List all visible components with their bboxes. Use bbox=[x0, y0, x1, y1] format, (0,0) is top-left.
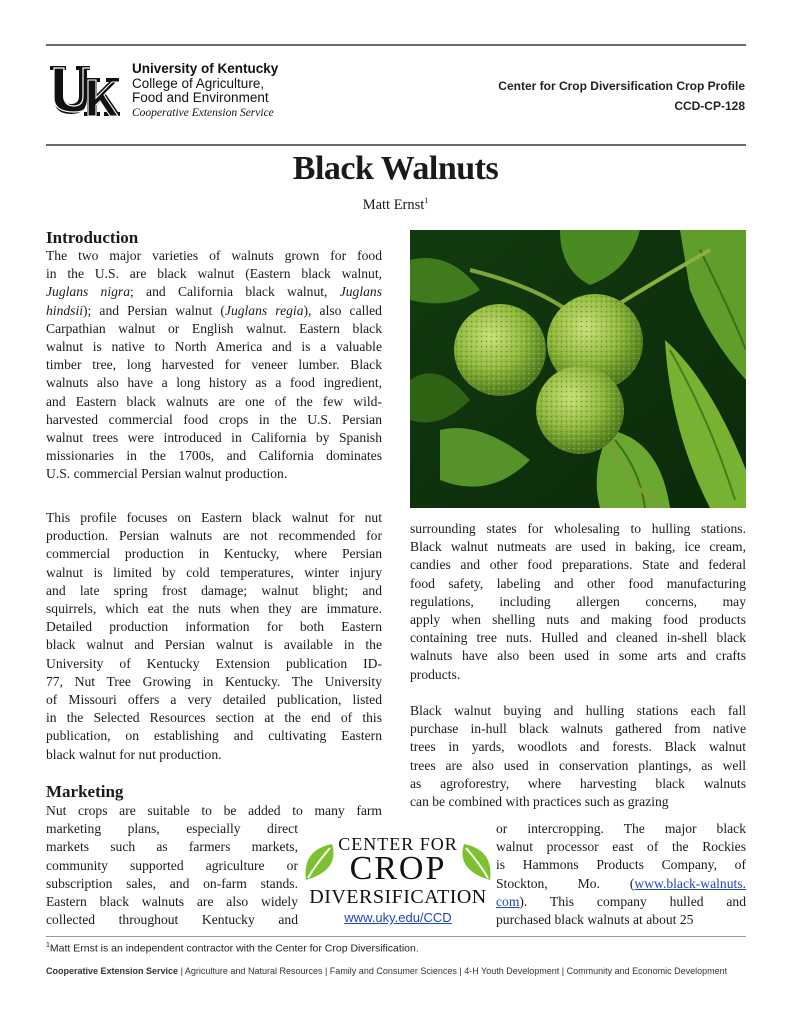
text-line: regulations, including allergen concerns, may bbox=[410, 593, 746, 609]
header-rule bbox=[46, 144, 746, 146]
text-line: Nut crops are suitable to be added to many farm bbox=[46, 803, 382, 818]
text-line: is Hammons Products Company, of bbox=[496, 857, 746, 873]
footnote bbox=[46, 942, 419, 955]
text-line: The two major varieties of walnuts grown for food bbox=[46, 248, 382, 263]
black-walnut-photo bbox=[410, 230, 746, 508]
profile-header bbox=[498, 76, 745, 116]
inline-link[interactable]: com bbox=[496, 893, 520, 909]
text-line: walnut is limited by cold temperatures, winter injury bbox=[46, 564, 382, 580]
text-line: can be combined with practices such as grazing bbox=[410, 794, 669, 810]
text-line: walnut is native to North America and is a valuable bbox=[46, 339, 382, 355]
org-line-college: College of Agriculture, bbox=[132, 75, 265, 91]
text-line: University of Kentucky Extension publication ID- bbox=[46, 655, 382, 671]
text-segment: Stockton, Mo. ( bbox=[496, 875, 635, 891]
text-line: walnuts also have a long history as a food ingredient, bbox=[46, 375, 382, 391]
org-name-block bbox=[132, 62, 278, 120]
text-line: in the Selected Resources section at the end of this bbox=[46, 710, 382, 726]
text-line: in the U.S. are black walnut (Eastern black walnut, bbox=[46, 266, 382, 282]
text-line: purchased black walnuts at about 25 bbox=[496, 912, 694, 928]
text-segment: ); and Persian walnut ( bbox=[83, 302, 225, 318]
text-line: 77, Nut Tree Growing in Kentucky. The University bbox=[46, 673, 382, 689]
text-line: surrounding states for wholesaling to hulling stations. bbox=[410, 521, 746, 536]
org-line-extension: Cooperative Extension Service bbox=[132, 106, 274, 119]
ccd-logo-line3: DIVERSIFICATION bbox=[309, 886, 487, 908]
text-line: products. bbox=[410, 666, 461, 682]
profile-series: Center for Crop Diversification Crop Profile bbox=[498, 79, 745, 93]
footer-rest: | Agriculture and Natural Resources | Family and Consumer Sciences | 4-H Youth Development | Community and Economic Development bbox=[178, 966, 728, 976]
text-line: purchase in-hull black walnuts gathered from native bbox=[410, 721, 746, 737]
intro-heading: Introduction bbox=[46, 228, 139, 247]
text-line bbox=[496, 875, 746, 893]
profile-code: CCD-CP-128 bbox=[674, 99, 745, 113]
org-line-college-2: Food and Environment bbox=[132, 90, 269, 105]
text-line: as agroforestry, where harvesting black walnuts bbox=[410, 775, 746, 791]
text-line: timber tree, long harvested for veneer lumber. Black bbox=[46, 357, 382, 373]
right-paragraph-2-narrow bbox=[496, 820, 746, 929]
intro-paragraph-1 bbox=[46, 247, 382, 484]
text-line: walnut trees were introduced in California by Spanish bbox=[46, 430, 382, 446]
org-line-university: University of Kentucky bbox=[132, 61, 279, 76]
text-line: collected throughout Kentucky and bbox=[46, 912, 298, 928]
text-segment: ; and California black walnut, bbox=[130, 284, 340, 300]
text-line: squirrels, which eat the nuts when they are immature. bbox=[46, 601, 382, 617]
text-line: food safety, labeling and other food manufacturing bbox=[410, 575, 746, 591]
text-line: Detailed production information for both Eastern bbox=[46, 619, 382, 635]
text-line: containing tree nuts. Hulled and cleaned in-shell black bbox=[410, 630, 746, 646]
text-line bbox=[46, 283, 382, 301]
text-line bbox=[496, 893, 746, 911]
text-segment: ), also called bbox=[303, 302, 382, 318]
text-line: Carpathian walnut or English walnut. Eastern black bbox=[46, 320, 382, 336]
text-line: Black walnut nutmeats are used in baking, ice cream, bbox=[410, 539, 746, 555]
text-line: black walnut and Persian walnut is available in the bbox=[46, 637, 382, 653]
author-footnote-mark: 1 bbox=[424, 196, 429, 205]
text-line: missionaries in the 1700s, and California dominates bbox=[46, 448, 382, 464]
text-line: This profile focuses on Eastern black walnut for nut bbox=[46, 510, 382, 525]
text-line: candies and other food preparations. State and federal bbox=[410, 557, 746, 573]
intro-paragraph-2 bbox=[46, 509, 382, 764]
text-line: or intercropping. The major black bbox=[496, 821, 746, 836]
text-line: trees in yards, woodlots and forests. Black walnut bbox=[410, 739, 746, 755]
page-footer bbox=[46, 966, 727, 976]
text-line bbox=[46, 302, 382, 320]
inline-link[interactable]: www.black-walnuts. bbox=[634, 875, 746, 891]
footnote-text: Matt Ernst is an independent contractor with the Center for Crop Diversification. bbox=[49, 942, 419, 955]
text-line: production. Persian walnuts are not recommended for bbox=[46, 528, 382, 544]
text-line: apply when shelling nuts and making food products bbox=[410, 612, 746, 628]
page-title: Black Walnuts bbox=[292, 150, 499, 187]
marketing-heading: Marketing bbox=[46, 782, 124, 801]
text-line: trees are also used in conservation plantings, as well bbox=[410, 757, 746, 773]
footnote-mark: 1 bbox=[46, 942, 50, 949]
text-segment: Juglans nigra bbox=[46, 284, 131, 300]
uk-logo-icon bbox=[48, 64, 120, 120]
footnote-rule bbox=[46, 936, 746, 937]
right-paragraph-2 bbox=[410, 702, 746, 811]
text-line: black walnut for nut production. bbox=[46, 746, 222, 762]
top-rule bbox=[46, 44, 746, 46]
text-line: walnut processor east of the Rockies bbox=[496, 839, 746, 855]
text-segment: Juglans regia bbox=[224, 302, 304, 318]
ccd-logo-line2: CROP bbox=[349, 850, 447, 887]
text-line: harvested commercial food crops in the U.S. Persian bbox=[46, 411, 382, 427]
ccd-url-link[interactable]: www.uky.edu/CCD bbox=[344, 910, 452, 925]
text-segment: Juglans bbox=[339, 284, 382, 300]
right-paragraph-1 bbox=[410, 520, 746, 684]
author-line bbox=[0, 196, 791, 214]
author-name: Matt Ernst bbox=[362, 196, 425, 213]
text-line: of Missouri offers a very detailed publication, listed bbox=[46, 692, 382, 708]
footer-bold: Cooperative Extension Service bbox=[46, 966, 179, 976]
text-segment: hindsii bbox=[46, 302, 84, 318]
text-line: walnuts have also been used in some arts and crafts bbox=[410, 648, 746, 664]
text-line: and late spring frost damage; walnut blight; and bbox=[46, 582, 382, 598]
text-segment: ). This company hulled and bbox=[519, 893, 746, 909]
text-line: community supported agriculture or bbox=[46, 857, 298, 873]
text-line: markets such as farmers markets, bbox=[46, 839, 298, 855]
text-line: and Eastern black walnuts are one of the few wild- bbox=[46, 393, 382, 409]
ccd-logo-line1: CENTER FOR bbox=[338, 834, 458, 854]
text-line: U.S. commercial Persian walnut production. bbox=[46, 466, 288, 482]
text-line: Black walnut buying and hulling stations each fall bbox=[410, 703, 746, 718]
text-line: commercial production in Kentucky, where Persian bbox=[46, 546, 382, 562]
text-line: publication, on establishing and cultivating Eastern bbox=[46, 728, 382, 744]
text-line: Eastern black walnuts are also widely bbox=[46, 894, 298, 910]
text-line: subscription sales, and on-farm stands. bbox=[46, 875, 298, 891]
text-line: marketing plans, especially direct bbox=[46, 821, 298, 837]
